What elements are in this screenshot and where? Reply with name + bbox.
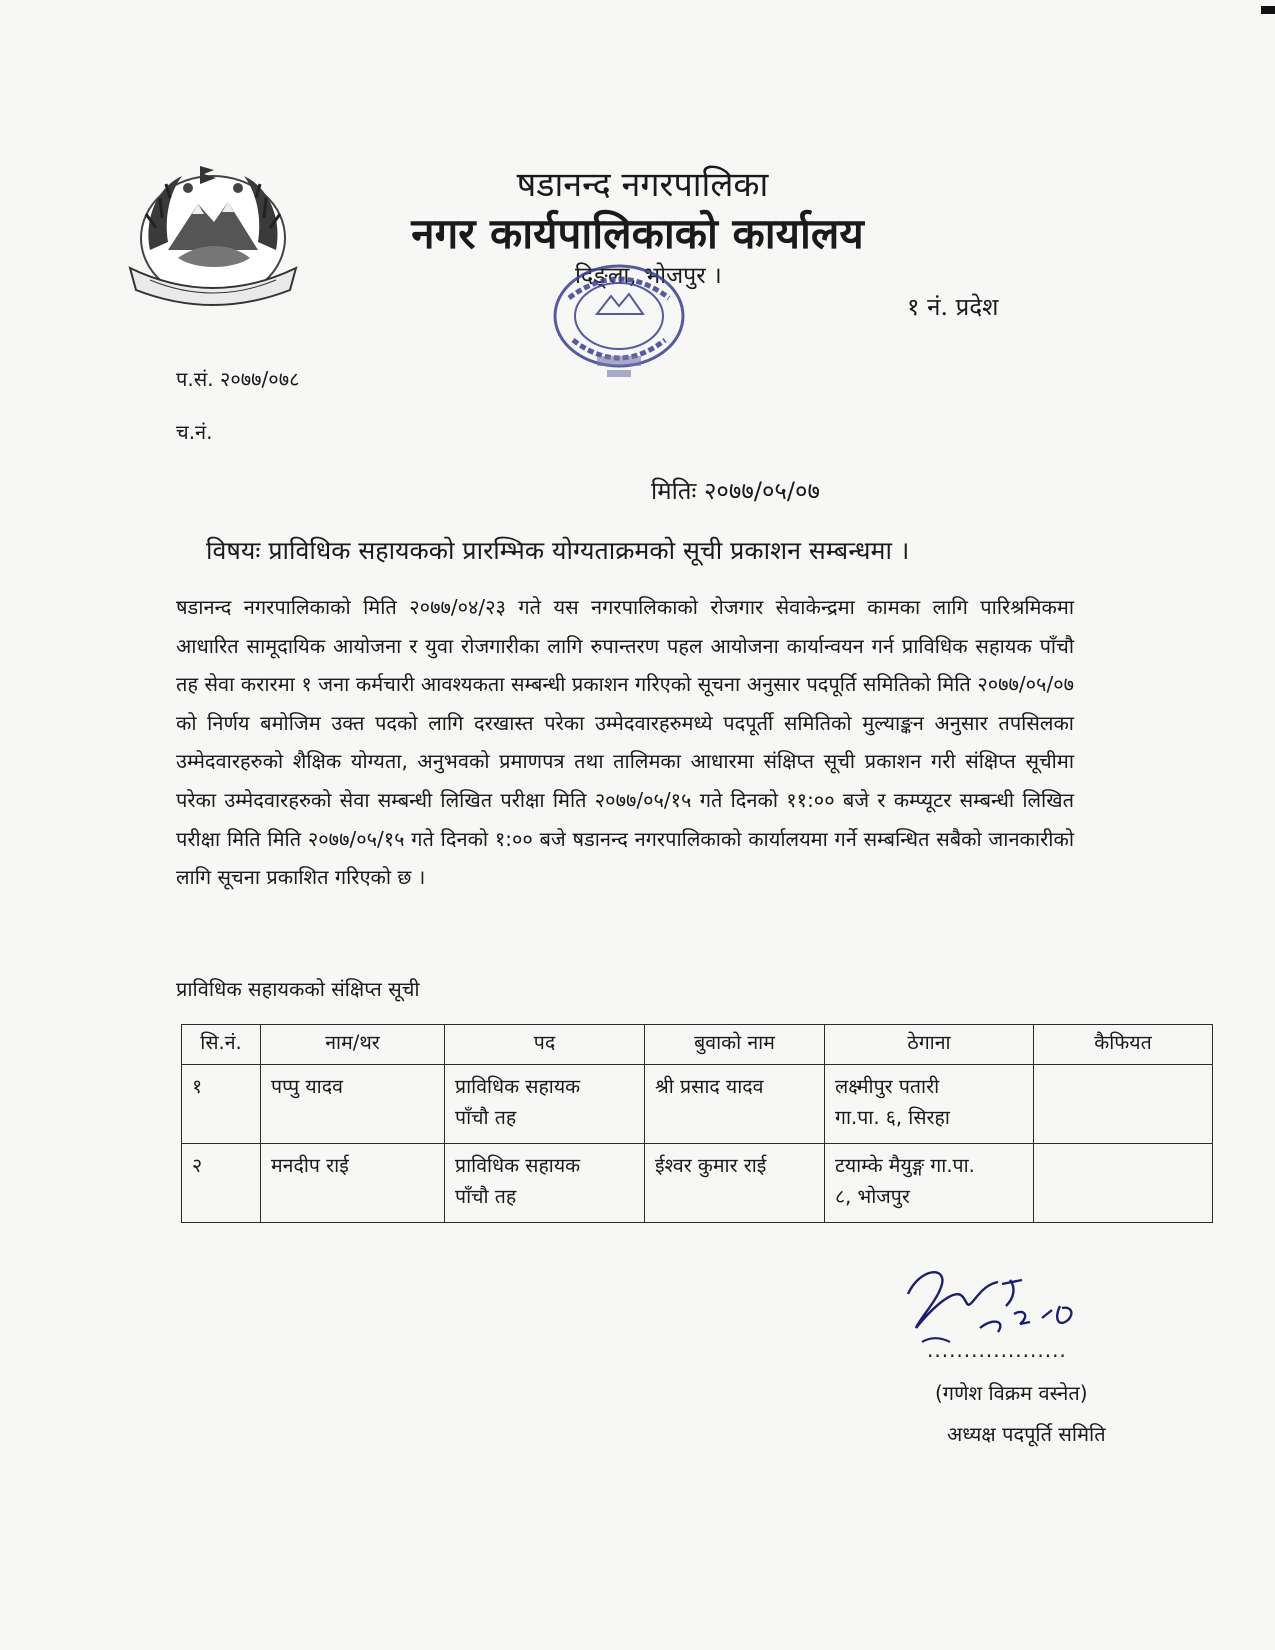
patra-sankhya: प.सं. २०७७/०७८ — [176, 367, 300, 391]
table-header-row — [182, 1025, 1213, 1065]
cell-father: श्री प्रसाद यादव — [645, 1065, 825, 1144]
chalani-number: च.नं. — [176, 420, 213, 444]
cell-sn: १ — [182, 1065, 261, 1144]
cell-address — [825, 1144, 1034, 1223]
cell-post — [445, 1144, 645, 1223]
table-row — [182, 1065, 1213, 1144]
col-header-sn: सि.नं. — [182, 1025, 261, 1065]
cell-address — [825, 1065, 1034, 1144]
signer-name: (गणेश विक्रम वस्नेत) — [935, 1381, 1088, 1405]
post-line: प्राविधिक सहायक — [455, 1075, 581, 1098]
letter-date: मितिः २०७७/०५/०७ — [651, 477, 820, 505]
municipality-name: षडानन्द नगरपालिका — [516, 165, 769, 205]
post-level: पाँचौ तह — [455, 1106, 517, 1129]
table-row — [182, 1144, 1213, 1223]
cell-name: पप्पु यादव — [261, 1065, 445, 1144]
cell-remarks — [1034, 1065, 1213, 1144]
col-header-name: नाम/थर — [261, 1025, 445, 1065]
cell-father: ईश्वर कुमार राई — [645, 1144, 825, 1223]
office-stamp-icon — [545, 258, 693, 384]
shortlist-title: प्राविधिक सहायकको संक्षिप्त सूची — [176, 977, 420, 1001]
cell-remarks — [1034, 1144, 1213, 1223]
post-level: पाँचौ तह — [455, 1185, 517, 1208]
shortlist-table — [181, 1024, 1213, 1223]
address-line: गा.पा. ६, सिरहा — [835, 1106, 950, 1129]
handwritten-signature-icon — [902, 1258, 1102, 1348]
cell-sn: २ — [182, 1144, 261, 1223]
scan-corner-mark — [1261, 6, 1275, 14]
address-line: टयाम्के मैयुङ्ग गा.पा. — [835, 1154, 975, 1177]
cell-post — [445, 1065, 645, 1144]
office-address: दिङ्ला, भोजपुर । — [575, 263, 722, 289]
letter-subject: विषयः प्राविधिक सहायकको प्रारम्भिक योग्यताक्रमको सूची प्रकाशन सम्बन्धमा । — [206, 536, 910, 565]
col-header-father: बुवाको नाम — [645, 1025, 825, 1065]
address-line: ८, भोजपुर — [835, 1185, 910, 1208]
office-name: नगर कार्यपालिकाको कार्यालय — [411, 209, 864, 258]
address-line: लक्ष्मीपुर पतारी — [835, 1075, 940, 1098]
cell-name: मनदीप राई — [261, 1144, 445, 1223]
col-header-address: ठेगाना — [825, 1025, 1034, 1065]
signature-line: ................... — [927, 1338, 1067, 1362]
signer-title: अध्यक्ष पदपूर्ति समिति — [947, 1422, 1106, 1446]
col-header-post: पद — [445, 1025, 645, 1065]
letter-body: षडानन्द नगरपालिकाको मिति २०७७/०४/२३ गते यस नगरपालिकाको रोजगार सेवाकेन्द्रमा कामका लागि पारिश्रमिकमा आधारित सामूदायिक आयोजना र युवा रोजगारीका लागि रुपान्तरण पहल आयोजना कार्यान्वयन गर्न प्राविधिक सहायक पाँचौ तह सेवा करारमा १ जना कर्मचारी आवश्यकता सम्बन्धी प्रकाशन गरिएको सूचना अनुसार पदपूर्ति समितिको मिति २०७७/०५/०७ को निर्णय बमोजिम उक्त पदको लागि दरखास्त परेका उम्मेदवारहरुमध्ये पदपूर्ती समितिको मुल्याङ्कन अनुसार तपसिलका उम्मेदवारहरुको शैक्षिक योग्यता, अनुभवको प्रमाणपत्र तथा तालिमका आधारमा संक्षिप्त सूची प्रकाशन गरी संक्षिप्त सूचीमा परेका उम्मेदवारहरुको सेवा सम्बन्धी लिखित परीक्षा मिति २०७७/०५/१५ गते दिनको ११:०० बजे र कम्प्यूटर सम्बन्धी लिखित परीक्षा मिति मिति २०७७/०५/१५ गते दिनको १:०० बजे षडानन्द नगरपालिकाको कार्यालयमा गर्ने सम्बन्धित सबैको जानकारीको लागि सूचना प्रकाशित गरिएको छ । — [176, 595, 1074, 890]
post-line: प्राविधिक सहायक — [455, 1154, 581, 1177]
col-header-remarks: कैफियत — [1034, 1025, 1213, 1065]
province-label: १ नं. प्रदेश — [907, 293, 999, 321]
